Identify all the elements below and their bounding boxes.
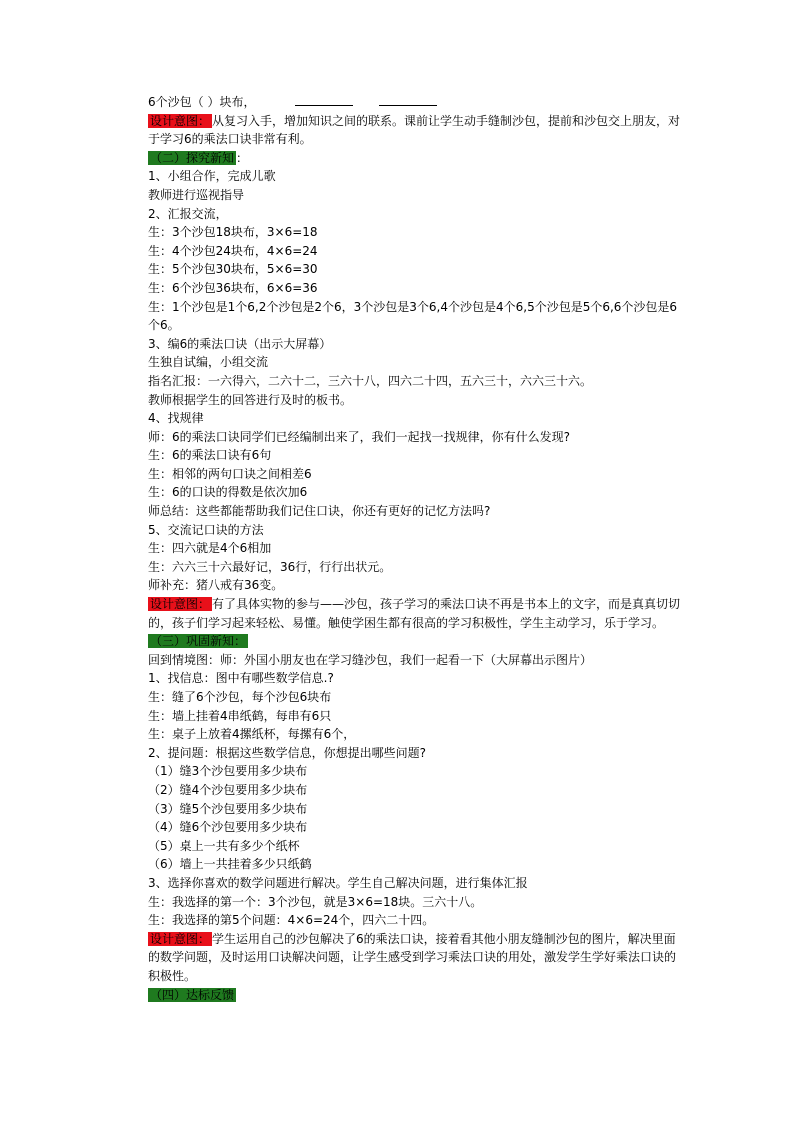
- design-intent-tag: 设计意图：: [150, 597, 211, 612]
- student-answer: 生：桌子上放着4摞纸杯，每摞有6个，: [148, 727, 356, 742]
- student-answer: 生：1个沙包是1个6,2个沙包是2个6，3个沙包是3个6,4个沙包是4个6,5个沙包是5个6,6个沙包是6个6。: [148, 299, 678, 333]
- step-1: 1、小组合作，完成儿歌: [148, 169, 276, 184]
- student-answer: 生：6的乘法口诀有6句: [148, 448, 272, 463]
- section-tag: （三）巩固新知：: [150, 634, 247, 649]
- step-1: 1、找信息：图中有哪些数学信息.?: [148, 671, 334, 686]
- question-item: （3）缝5个沙包要用多少块布: [148, 801, 308, 816]
- text-line: 教师进行巡视指导: [148, 187, 245, 202]
- step-3: 3、编6的乘法口诀（出示大屏幕）: [148, 336, 332, 351]
- text-line: 教师根据学生的回答进行及时的板书。: [148, 392, 353, 407]
- step-2: 2、汇报交流，: [148, 206, 228, 221]
- section-heading-explore: （二）探究新知 ：: [150, 150, 249, 165]
- text-line: 生独自试编，小组交流: [148, 355, 269, 370]
- design-intent-1: 设计意图： 从复习入手，增加知识之间的联系。课前让学生动手缝制沙包，提前和沙包交上朋友，对于学习6的乘法口诀非常有利。: [148, 113, 681, 147]
- student-answer: 生：墙上挂着4串纸鹤，每串有6只: [148, 708, 332, 723]
- section-heading-consolidate: [122, 632, 682, 651]
- line-review-question: 6个沙包（ ）块布，: [122, 93, 682, 112]
- question-item: （5）桌上一共有多少个纸杯: [148, 838, 300, 853]
- text-line: 回到情境图：师：外国小朋友也在学习缝沙包，我们一起看一下（大屏幕出示图片）: [148, 652, 593, 667]
- section-tag: （四）达标反馈: [150, 987, 235, 1002]
- design-intent-3: 设计意图： 学生运用自己的沙包解决了6的乘法口诀，接着看其他小朋友缝制沙包的图片，解决里面的数学问题，及时运用口诀解决问题，让学生感受到学习乘法口诀的用处，激发学生学好乘法口诀的积极性。: [148, 931, 677, 983]
- student-answer: 生：6的口诀的得数是依次加6: [148, 485, 308, 500]
- answer-blank[interactable]: [295, 93, 353, 106]
- step-3: 3、选择你喜欢的数学问题进行解决。学生自己解决问题，进行集体汇报: [148, 875, 528, 890]
- design-intent-tag: 设计意图：: [150, 931, 211, 946]
- design-intent-2: 设计意图： 有了具体实物的参与——沙包，孩子学习的乘法口诀不再是书本上的文字，而是真真切切的，孩子们学习起来轻松、易懂。触使学困生都有很高的学习积极性，学生主动学习，乐于学习。: [148, 597, 681, 630]
- section-tag: （二）探究新知: [150, 150, 235, 165]
- lesson-content: [122, 93, 682, 1004]
- question-item: （6）墙上一共挂着多少只纸鹤: [148, 857, 312, 872]
- section-heading-feedback: [122, 986, 682, 1005]
- student-answer: 生：六六三十六最好记，36行，行行出状元。: [148, 559, 392, 574]
- student-answer: 生：我选择的第一个：3个沙包，就是3×6=18块。三六十八。: [148, 894, 483, 909]
- question-item: （1）缝3个沙包要用多少块布: [148, 764, 308, 779]
- teacher-line: 师：6的乘法口诀同学们已经编制出来了，我们一起找一找规律，你有什么发现?: [148, 429, 571, 444]
- student-answer: 生：4个沙包24块布，4×6=24: [148, 243, 318, 258]
- student-answer: 生：缝了6个沙包，每个沙包6块布: [148, 690, 332, 704]
- step-4: 4、找规律: [148, 411, 204, 426]
- teacher-line: 师补充：猪八戒有36变。: [148, 578, 284, 593]
- step-5: 5、交流记口诀的方法: [148, 522, 264, 537]
- student-answer: 生：四六就是4个6相加: [148, 541, 272, 556]
- student-answer: 生：我选择的第5个问题：4×6=24个，四六二十四。: [148, 913, 435, 928]
- student-answer: 生：5个沙包30块布，5×6=30: [148, 262, 318, 277]
- design-intent-tag: 设计意图：: [150, 113, 211, 128]
- student-answer: 生：6个沙包36块布，6×6=36: [148, 280, 318, 295]
- teacher-line: 师总结：这些都能帮助我们记住口诀，你还有更好的记忆方法吗?: [148, 504, 491, 519]
- student-answer: 生：相邻的两句口诀之间相差6: [148, 466, 312, 481]
- student-answer: 生：3个沙包18块布，3×6=18: [148, 225, 318, 240]
- question-item: （4）缝6个沙包要用多少块布: [148, 820, 308, 835]
- answer-blank[interactable]: [379, 93, 437, 106]
- text-line: 指名汇报：一六得六，二六十二，三六十八，四六二十四，五六三十，六六三十六。: [148, 373, 593, 388]
- question-item: （2）缝4个沙包要用多少块布: [148, 782, 308, 797]
- step-2: 2、提问题：根据这些数学信息，你想提出哪些问题?: [148, 745, 427, 760]
